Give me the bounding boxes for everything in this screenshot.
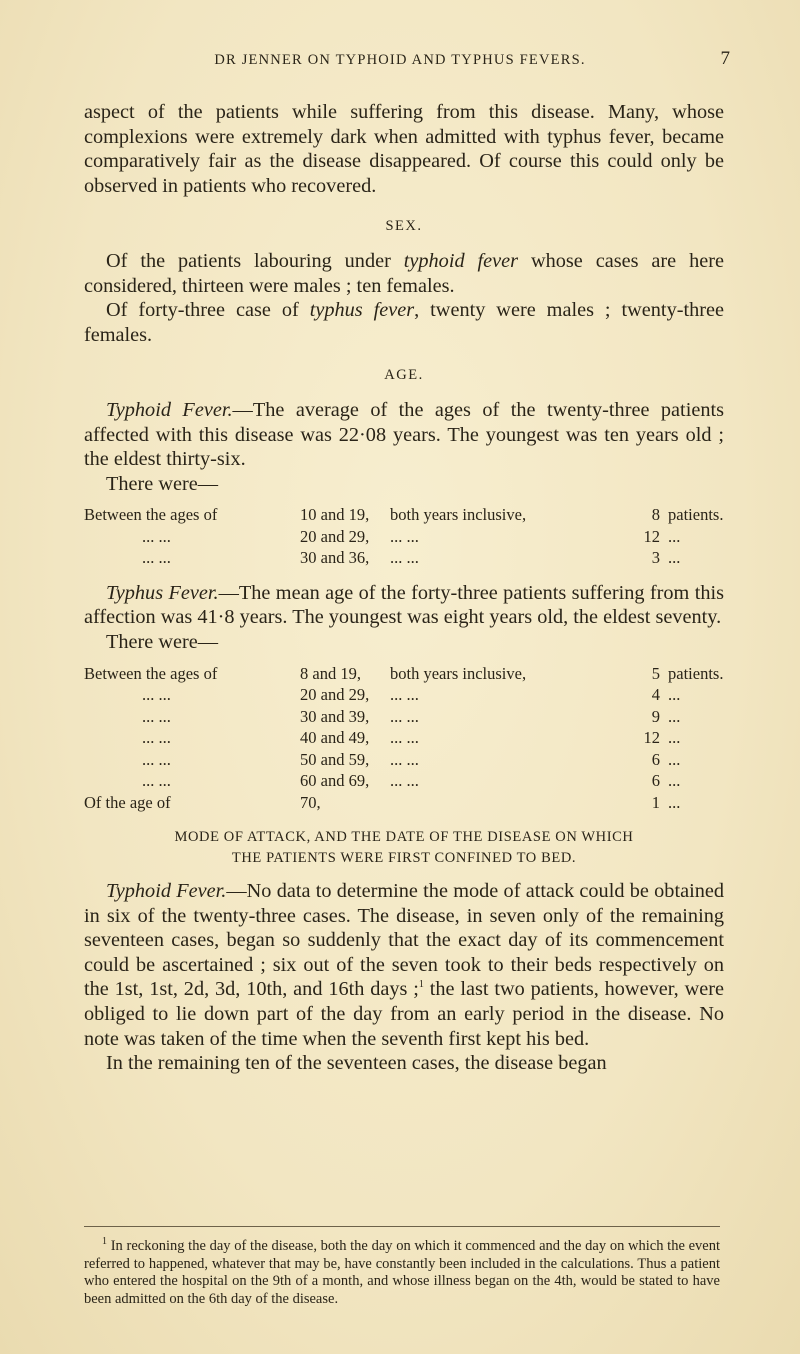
age-range: 30 and 39, [300, 706, 370, 726]
age-count: 6 [651, 749, 660, 769]
age-count: 9 [651, 706, 660, 726]
age-unit: patients. [668, 505, 724, 525]
table-row [84, 792, 724, 814]
age-range: 60 and 69, [300, 771, 370, 791]
table-row [84, 547, 724, 569]
age-typhus-there-were: There were— [106, 631, 219, 653]
age-range: 30 and 36, [300, 548, 370, 568]
age-count: 4 [651, 685, 660, 705]
age-note: ... ... [390, 706, 419, 726]
mode-remaining-paragraph: In the remaining ten of the seventeen cases, the disease began [106, 1052, 607, 1075]
age-note: ... ... [390, 685, 419, 705]
mode-heading-line-2: THE PATIENTS WERE FIRST CONFINED TO BED. [231, 850, 577, 867]
age-unit: ... [668, 749, 681, 769]
age-range: 40 and 49, [300, 728, 370, 748]
mode-typhoid-label: Typhoid Fever. [106, 880, 227, 903]
age-unit: ... [668, 685, 681, 705]
age-lead: ... ... [142, 526, 171, 546]
page-number: 7 [720, 48, 730, 69]
typhus-age-table [84, 663, 724, 814]
age-note: ... ... [390, 526, 419, 546]
age-note: both years inclusive, [390, 663, 527, 683]
age-count: 5 [651, 663, 660, 683]
sex-p2-rest: , twenty were males ; twenty-three females. [84, 299, 724, 346]
mode-typhoid-text-b: the last two patients, however, were obliged to lie down part of the day from an early period in the disease. No note was taken of the time when the seventh first kept his bed. [84, 978, 724, 1050]
age-lead: Between the ages of [84, 663, 218, 683]
sex-p1-intro: Of the patients labouring under [106, 249, 404, 272]
age-lead: Between the ages of [84, 505, 218, 525]
age-lead: Of the age of [84, 792, 171, 812]
age-unit: ... [668, 548, 681, 568]
table-row [84, 770, 724, 792]
table-row [84, 504, 724, 526]
age-range: 20 and 29, [300, 526, 370, 546]
age-range: 70, [300, 792, 321, 812]
sex-p2-intro: Of forty-three case of [106, 299, 310, 322]
age-typhoid-text: —The average of the ages of the twenty-three patients affected with this disease was 22·08 years. The youngest was ten years old ; the eldest thirty-six. [84, 398, 724, 471]
age-lead: ... ... [142, 749, 171, 769]
age-lead: ... ... [142, 548, 171, 568]
age-note: ... ... [390, 749, 419, 769]
age-count: 12 [643, 728, 660, 748]
age-heading: AGE. [384, 367, 424, 384]
age-lead: ... ... [142, 685, 171, 705]
mode-heading-line-1: MODE OF ATTACK, AND THE DATE OF THE DISEASE ON WHICH [174, 829, 634, 846]
age-unit: ... [668, 771, 681, 791]
sex-paragraph-typhus [84, 298, 724, 347]
body-text [84, 100, 724, 1076]
age-range: 50 and 59, [300, 749, 370, 769]
mode-typhoid-paragraph [84, 879, 724, 1051]
age-note: ... ... [390, 728, 419, 748]
age-lead: ... ... [142, 706, 171, 726]
table-row [84, 727, 724, 749]
aspect-paragraph: aspect of the patients while suffering from this disease. Many, whose complexions were extremely dark when admitted with typhus fever, became comparatively fair as the disease disappeared. Of course this could only be observed in patients who recovered. [84, 101, 724, 197]
footnote [84, 1238, 720, 1308]
age-lead: ... ... [142, 728, 171, 748]
age-note [390, 792, 570, 814]
age-count: 6 [651, 771, 660, 791]
age-note: ... ... [390, 771, 419, 791]
age-typhoid-label: Typhoid Fever. [106, 398, 233, 421]
age-unit: patients. [668, 663, 724, 683]
age-count: 3 [651, 548, 660, 568]
table-row [84, 663, 724, 685]
typhoid-age-table [84, 504, 724, 569]
sex-p1-emphasis: typhoid fever [403, 249, 519, 272]
running-title: DR JENNER ON TYPHOID AND TYPHUS FEVERS. [214, 52, 586, 68]
age-range: 8 and 19, [300, 663, 361, 683]
footnote-text: In reckoning the day of the disease, both the day on which it commenced and the day on which the event referred to happened, whatever that may be, have constantly been included in the calculations. Thus a patient who entered the hospital on the 9th of a month, and whose illness began on the 4th, would be stated to have been admitted on the 6th day of the disease. [84, 1238, 720, 1307]
age-unit: ... [668, 792, 681, 812]
age-range: 20 and 29, [300, 685, 370, 705]
age-typhoid-paragraph [84, 398, 724, 472]
table-row [84, 684, 724, 706]
age-typhus-paragraph [84, 581, 724, 630]
sex-p2-emphasis: typhus fever [309, 299, 415, 322]
table-row [84, 706, 724, 728]
footnote-divider [84, 1226, 720, 1227]
age-typhus-text: —The mean age of the forty-three patients suffering from this affection was 41·8 years. The youngest was eight years old, the eldest seventy. [84, 581, 724, 629]
table-row [84, 749, 724, 771]
age-typhoid-there-were: There were— [106, 472, 219, 495]
footnote-reference[interactable]: 1 [418, 979, 424, 991]
footnote-marker: 1 [102, 1236, 107, 1248]
age-count: 1 [651, 792, 660, 812]
age-unit: ... [668, 526, 681, 546]
age-range: 10 and 19, [300, 505, 370, 525]
mode-heading [84, 827, 724, 869]
age-note: ... ... [390, 548, 419, 568]
age-count: 8 [651, 505, 660, 525]
sex-paragraph-typhoid [84, 249, 724, 298]
age-count: 12 [643, 526, 660, 546]
mode-typhoid-text-a: —No data to determine the mode of attack could be obtained in six of the twenty-three cases. The disease, in seven only of the remaining seventeen cases, began so suddenly that the exact day of its commencement could be ascertained ; six out of the seven took to their beds respectively on the 1st, 1st, 2d, 3d, 10th, and 16th days ; [84, 880, 724, 1001]
age-typhus-label: Typhus Fever. [106, 581, 219, 604]
age-unit: ... [668, 728, 681, 748]
sex-heading: SEX. [385, 218, 423, 235]
sex-p1-rest: whose cases are here considered, thirteen were males ; ten females. [84, 249, 724, 297]
age-note: both years inclusive, [390, 505, 527, 525]
age-lead: ... ... [142, 771, 171, 791]
table-row [84, 526, 724, 548]
age-unit: ... [668, 706, 681, 726]
